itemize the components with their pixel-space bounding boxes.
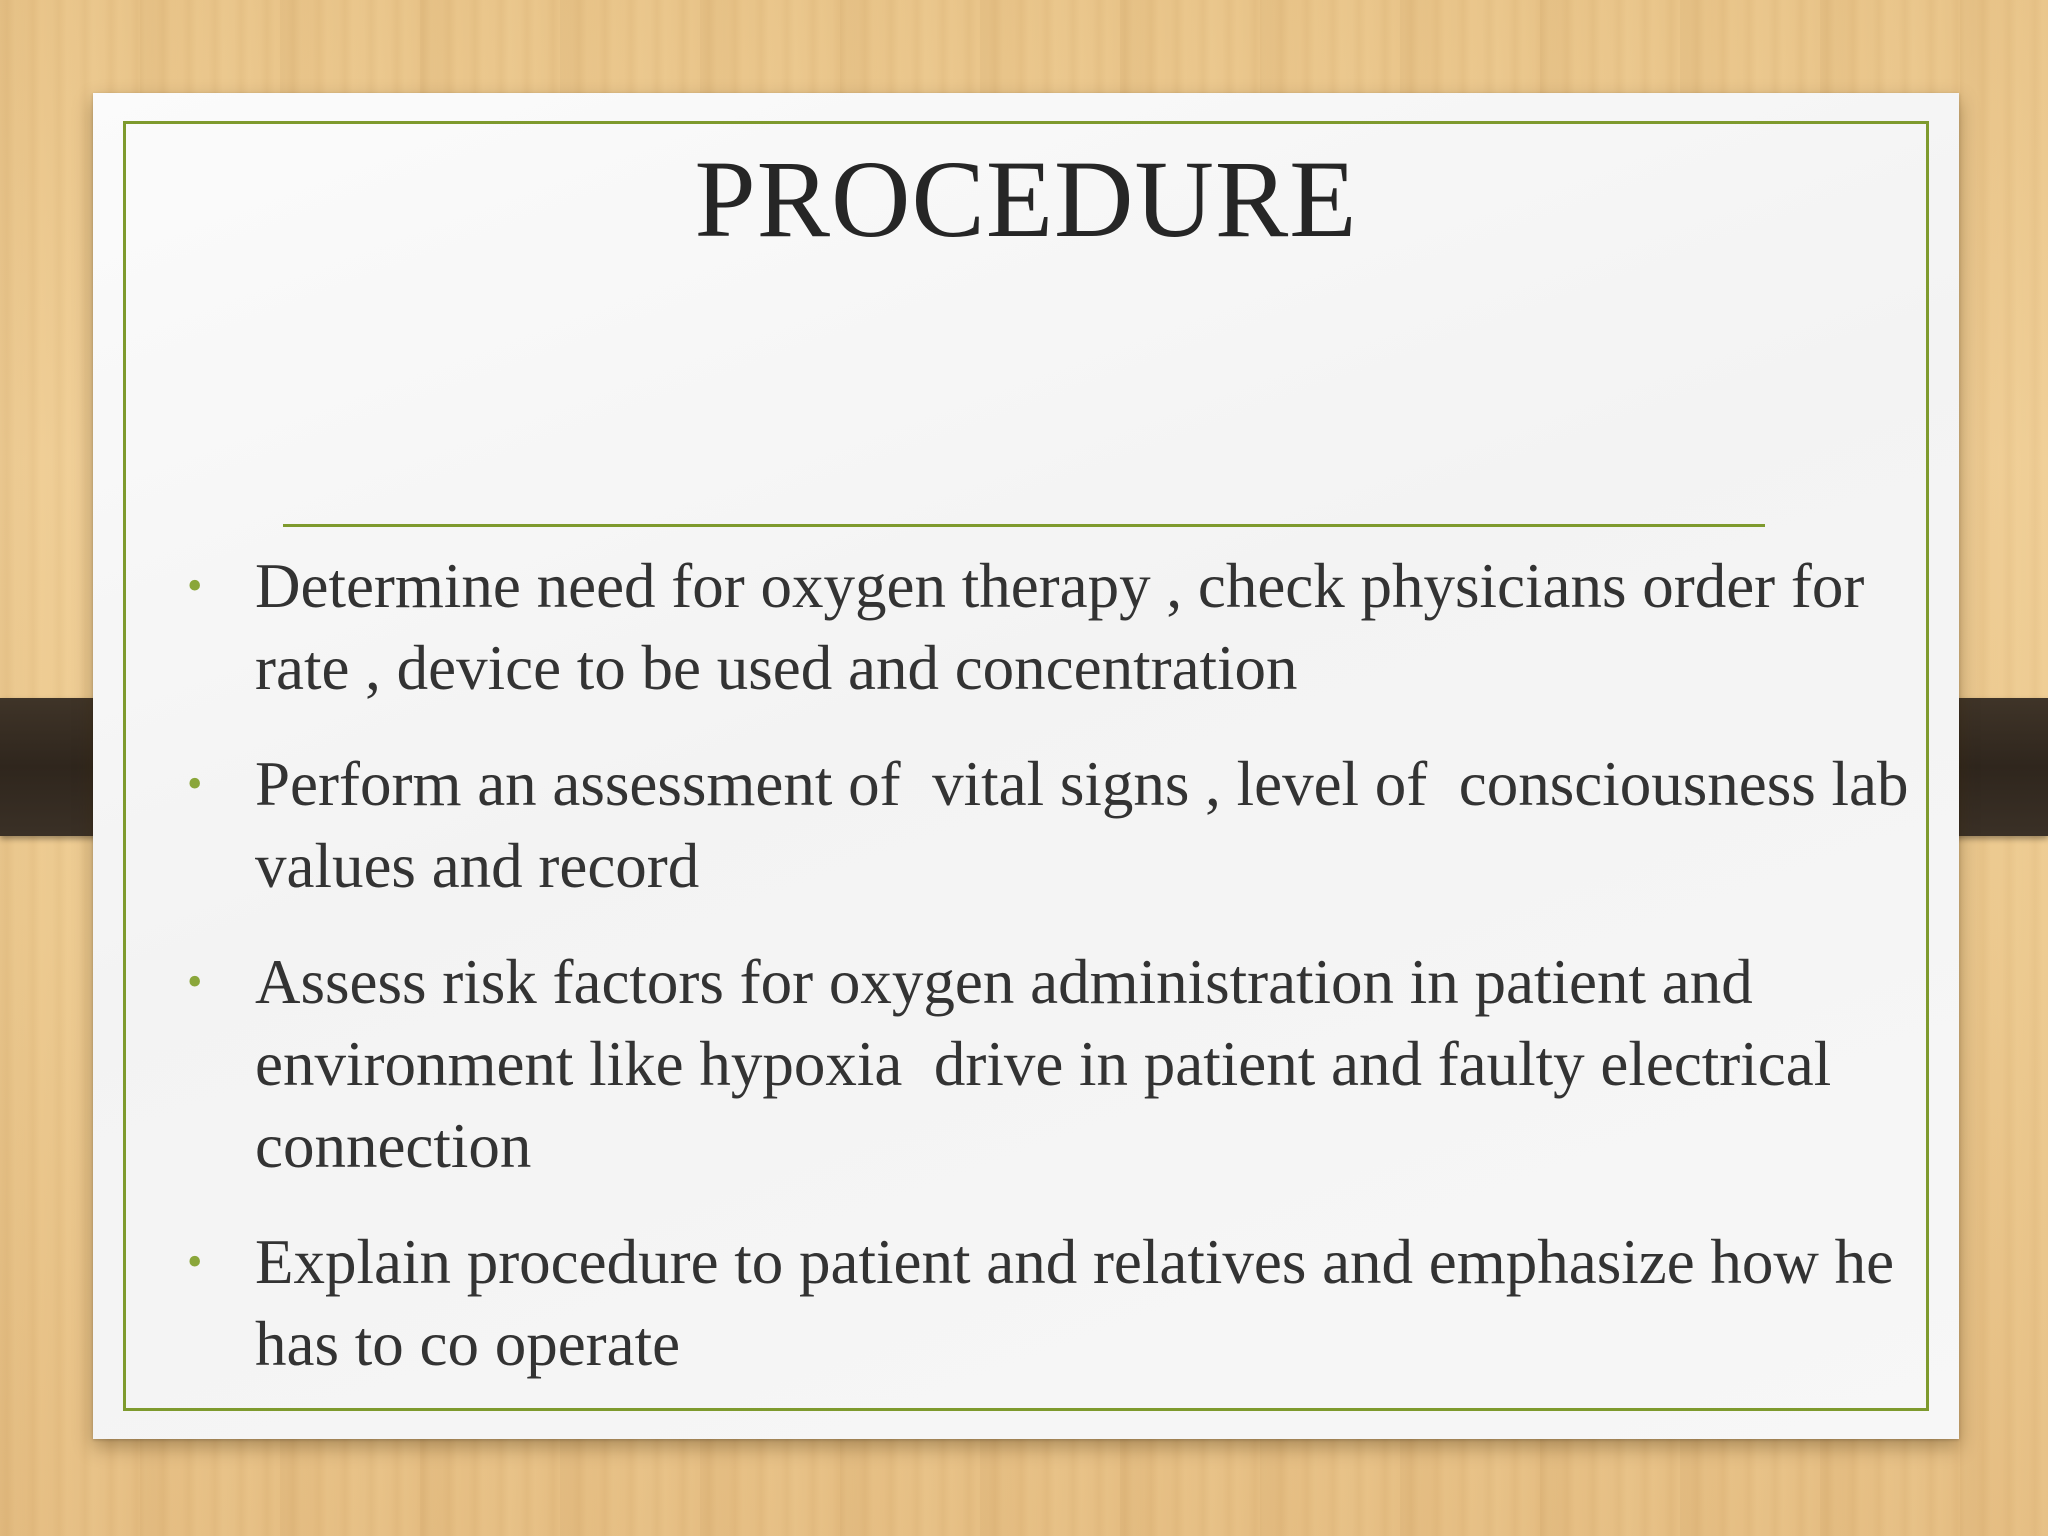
- bullet-text: Perform an assessment of vital signs , level of consciousness lab values and record: [255, 749, 1925, 901]
- bullet-list: [161, 545, 1925, 1419]
- bullet-item-3: [161, 941, 1921, 1187]
- slide-title: PROCEDURE: [694, 138, 1358, 260]
- bullet-dot-icon: •: [187, 759, 203, 808]
- bullet-item-1: [161, 545, 1921, 709]
- slide-card: [93, 93, 1959, 1439]
- bullet-dot-icon: •: [187, 1237, 203, 1286]
- bullet-item-4: [161, 1221, 1921, 1385]
- bullet-text: Explain procedure to patient and relatives and emphasize how he has to co operate: [255, 1227, 1895, 1379]
- bullet-dot-icon: •: [187, 561, 203, 610]
- bullet-dot-icon: •: [187, 957, 203, 1006]
- bullet-text: Determine need for oxygen therapy , check physicians order for rate , device to be used and concentration: [255, 551, 1865, 703]
- title-divider: [283, 524, 1765, 527]
- bullet-item-2: [161, 743, 1925, 907]
- bullet-text: Assess risk factors for oxygen administration in patient and environment like hypoxia drive in patient and faulty electrical connection: [255, 947, 1847, 1181]
